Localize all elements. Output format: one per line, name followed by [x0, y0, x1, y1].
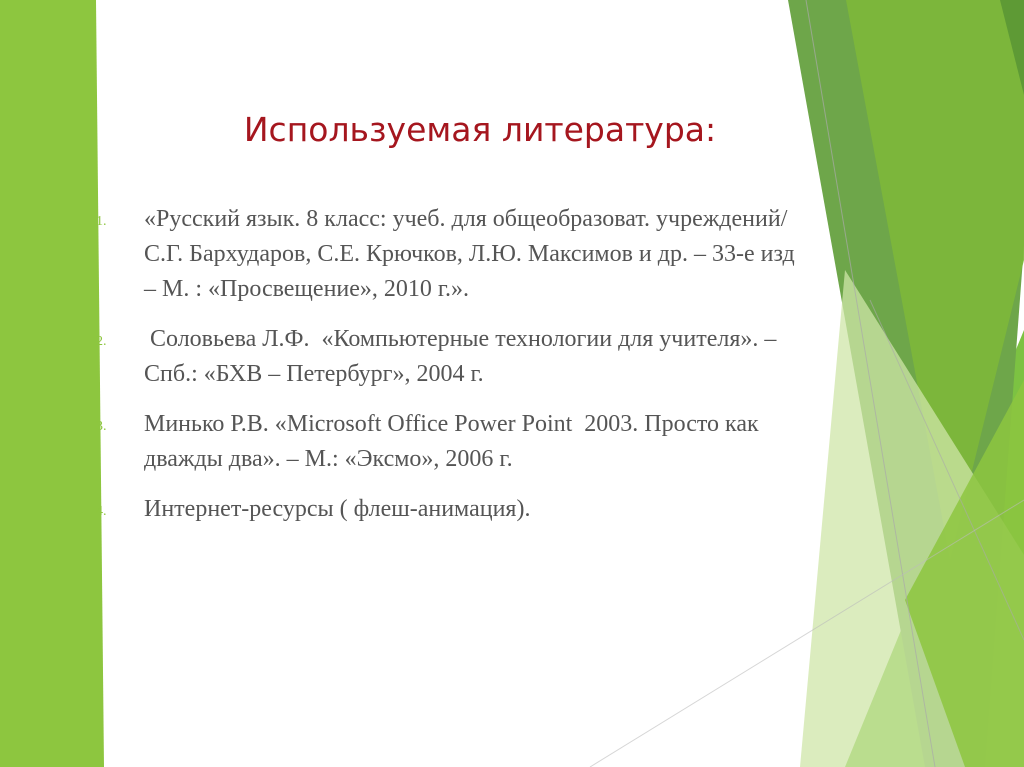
reference-text	[144, 322, 916, 392]
reference-item-1	[96, 202, 916, 307]
reference-line: – М. : «Просвещение», 2010 г.».	[144, 276, 470, 302]
list-number: 2.	[96, 334, 107, 349]
reference-item-3	[96, 407, 916, 477]
reference-text	[144, 202, 916, 307]
reference-item-2	[96, 322, 916, 392]
reference-line: Спб.: «БХВ – Петербург», 2004 г.	[144, 361, 484, 387]
reference-list	[96, 202, 916, 542]
reference-line: Минько Р.В. «Microsoft Office Power Point 2003. Просто как	[144, 411, 759, 437]
reference-text	[144, 492, 916, 527]
reference-item-4	[96, 492, 916, 527]
reference-line: Соловьева Л.Ф. «Компьютерные технологии для учителя». –	[144, 326, 777, 352]
reference-text	[144, 407, 916, 477]
slide-title: Используемая литература:	[243, 110, 717, 149]
reference-line: С.Г. Бархударов, С.Е. Крючков, Л.Ю. Максимов и др. – 33-е изд	[144, 241, 795, 267]
list-number: 4.	[96, 504, 107, 519]
reference-line: «Русский язык. 8 класс: учеб. для общеобразоват. учреждений/	[144, 206, 788, 232]
list-number: 1.	[96, 214, 107, 229]
reference-line: дважды два». – М.: «Эксмо», 2006 г.	[144, 446, 513, 472]
list-number: 3.	[96, 419, 107, 434]
reference-line: Интернет-ресурсы ( флеш-анимация).	[144, 496, 531, 522]
